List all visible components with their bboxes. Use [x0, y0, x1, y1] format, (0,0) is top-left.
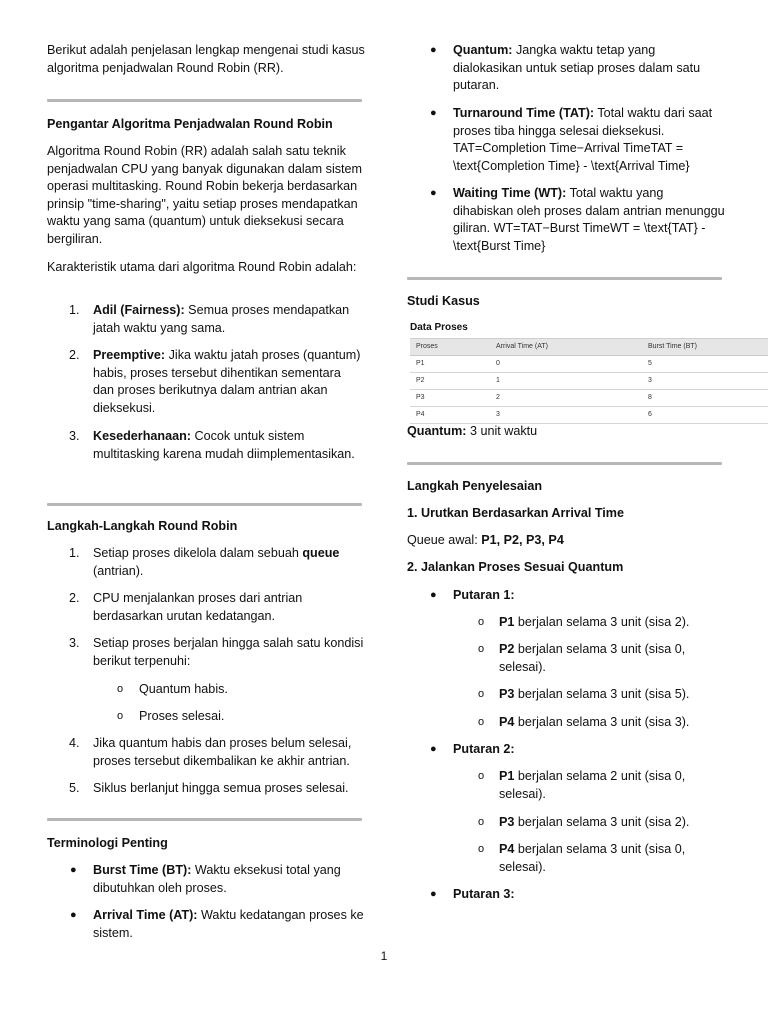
data-proses-table: [410, 338, 768, 424]
table-cell: P4: [410, 407, 490, 424]
putaran-1-label: Putaran 1:: [453, 588, 515, 602]
list-number: 1.: [69, 546, 80, 560]
sub-bullet: o: [478, 816, 485, 828]
putaran-3-label: Putaran 3:: [453, 887, 515, 901]
table-cell: 5: [642, 356, 768, 373]
section-divider: [407, 462, 722, 465]
penyelesaian-heading: Langkah Penyelesaian: [407, 479, 543, 493]
list-number: 3.: [69, 636, 80, 650]
queue-line: Queue awal: P1, P2, P3, P4: [407, 533, 564, 547]
bullet-dot: ●: [430, 743, 437, 755]
list-number: 4.: [69, 736, 80, 750]
quantum-line: Quantum: 3 unit waktu: [407, 424, 538, 438]
list-number: 3.: [69, 429, 80, 443]
list-number: 2.: [69, 348, 80, 362]
section-divider: [47, 503, 362, 506]
sub-bullet: o: [478, 716, 485, 728]
term-desc: Jika waktu jatah proses (quantum) habis, proses tersebut dihentikan sementara dan proses berikutnya dalam antrian akan dieksekusi.: [93, 348, 361, 415]
term: Adil (Fairness):: [93, 303, 185, 317]
document-page: Berikut adalah penjelasan lengkap mengenai studi kasus algoritma penjadwalan Round Robin (RR). Pengantar Algoritma Penjadwalan Round Robin Algoritma Round Robin (RR) adalah salah satu teknik penjadwalan CPU yang banyak digunakan dalam sistem operasi multitasking. Round Robin bekerja berdasarkan prinsip "time-sharing", yaitu setiap proses mendapatkan waktu yang sama (quantum) untuk dieksekusi secara bergiliran. Karakteristik utama dari algoritma Round Robin adalah: 1. Adil (Fairness): Semua proses mendapatkan jatah waktu yang sama. 2. Preemptive: Jika waktu jatah proses (quantum) habis, proses tersebut dihentikan sementara dan proses berikutnya dalam antrian akan dieksekusi. 3. Kesederhanaan: Cocok untuk sistem multitasking karena mudah diimplementasikan. Langkah-Langkah Round Robin 1. Setiap proses dikelola dalam sebuah queue (antrian). 2. CPU menjalankan proses dari antrian berdasarkan urutan kedatangan. 3. Setiap proses berjalan hingga salah satu kondisi berikut terpenuhi: o Quantum habis. o Proses selesai. 4. Jika quantum habis dan proses belum selesai, proses tersebut dikembalikan ke akhir antrian. 5. Siklus berlanjut hingga semua proses selesai. Terminologi Penting ● Burst Time (BT): Waktu eksekusi total yang dibutuhkan oleh proses. ● Arrival Time (AT): Waktu kedatangan proses ke sistem. ● Quantum: Jangka waktu tetap yang dialokasikan untuk setiap proses dalam satu putaran. ● Turnaround Time (TAT): Total waktu dari saat proses tiba hingga selesai dieksekusi. TAT=Completion Time−Arrival TimeTAT = \text{Completion Time} - \text{Arrival Time} ● Waiting Time (WT): Total waktu yang dihabiskan oleh proses dalam antrian menunggu giliran. WT=TAT−Burst TimeWT = \text{TAT} - \text{Burst Time} Studi Kasus Data Proses Proses Arrival Time (AT) Burst Time (BT) P1 0 5 P2 1 3 P3 2 8 P4 3 6 Quantum: 3 unit waktu Langkah Penyelesaian 1. Urutkan Berdasarkan Arrival Time Queue awal: P1, P2, P3, P4 2. Jalankan Proses Sesuai Quantum ● Putaran 1: o P1 berjalan selama 3 unit (sisa 2). o P2 berjalan selama 3 unit (sisa 0, selesai). o P3 berjalan selama 3 unit (sisa 5). o P4 berjalan selama 3 unit (sisa 3). ● Putaran 2: o P1 berjalan selama 2 unit (sisa 0, selesai). o P3 berjalan selama 3 unit (sisa 2). o P4 berjalan selama 3 unit (sisa 0, selesai). ● Putaran 3: 1: [0, 0, 768, 1024]
sub-bullet: o: [478, 843, 485, 855]
bullet-dot: ●: [70, 864, 77, 876]
table-row: [410, 356, 768, 373]
term-desc: Semua proses mendapatkan jatah waktu yang sama.: [93, 303, 350, 335]
sub-bullet: o: [478, 643, 485, 655]
table-cell: 6: [642, 407, 768, 424]
section-divider: [407, 277, 722, 280]
term: Kesederhanaan:: [93, 429, 191, 443]
sub-bullet: o: [478, 770, 485, 782]
table-cell: P1: [410, 356, 490, 373]
table-cell: 3: [490, 407, 642, 424]
sub-bullet: o: [478, 616, 485, 628]
step-1-heading: 1. Urutkan Berdasarkan Arrival Time: [407, 506, 624, 520]
step-2-heading: 2. Jalankan Proses Sesuai Quantum: [407, 560, 624, 574]
table-cell: P2: [410, 373, 490, 390]
section-divider: [47, 99, 362, 102]
intro-paragraph: Berikut adalah penjelasan lengkap mengenai studi kasus algoritma penjadwalan Round Robin (RR).: [47, 43, 365, 75]
studi-kasus-heading: Studi Kasus: [407, 294, 480, 308]
langkah-heading: Langkah-Langkah Round Robin: [47, 519, 238, 533]
pengantar-heading: Pengantar Algoritma Penjadwalan Round Robin: [47, 117, 333, 131]
queue-term: queue: [302, 546, 340, 560]
bullet-dot: ●: [430, 107, 437, 119]
pengantar-paragraph: Algoritma Round Robin (RR) adalah salah satu teknik penjadwalan CPU yang banyak digunakan dalam sistem operasi multitasking. Round Robin bekerja berdasarkan prinsip "time-sharing", yaitu setiap proses mendapatkan waktu yang sama (quantum) untuk dieksekusi secara bergiliran.: [47, 144, 363, 246]
sub-bullet: o: [478, 688, 485, 700]
term-desc: Cocok untuk sistem multitasking karena mudah diimplementasikan.: [93, 429, 355, 461]
list-number: 1.: [69, 303, 80, 317]
table-cell: 1: [490, 373, 642, 390]
page-number: 1: [380, 949, 388, 963]
bullet-dot: ●: [430, 589, 437, 601]
term: Preemptive:: [93, 348, 166, 362]
sub-bullet: o: [117, 683, 124, 695]
table-cell: 2: [490, 390, 642, 407]
bullet-dot: ●: [70, 909, 77, 921]
sub-bullet: o: [117, 710, 124, 722]
table-cell: 0: [490, 356, 642, 373]
karakteristik-intro: Karakteristik utama dari algoritma Round Robin adalah:: [47, 260, 357, 274]
table-cell: 3: [642, 373, 768, 390]
column-header: Arrival Time (AT): [490, 339, 642, 356]
list-number: 5.: [69, 781, 80, 795]
table-header-row: [410, 339, 768, 356]
table-title: Data Proses: [410, 322, 468, 333]
table-cell: 8: [642, 390, 768, 407]
table-row: [410, 407, 768, 424]
bullet-dot: ●: [430, 44, 437, 56]
section-divider: [47, 818, 362, 821]
table-row: [410, 390, 768, 407]
bullet-dot: ●: [430, 187, 437, 199]
column-header: Proses: [410, 339, 490, 356]
bullet-dot: ●: [430, 888, 437, 900]
table-row: [410, 373, 768, 390]
putaran-2-label: Putaran 2:: [453, 742, 515, 756]
column-header: Burst Time (BT): [642, 339, 768, 356]
terminologi-heading: Terminologi Penting: [47, 836, 168, 850]
list-number: 2.: [69, 591, 80, 605]
table-cell: P3: [410, 390, 490, 407]
